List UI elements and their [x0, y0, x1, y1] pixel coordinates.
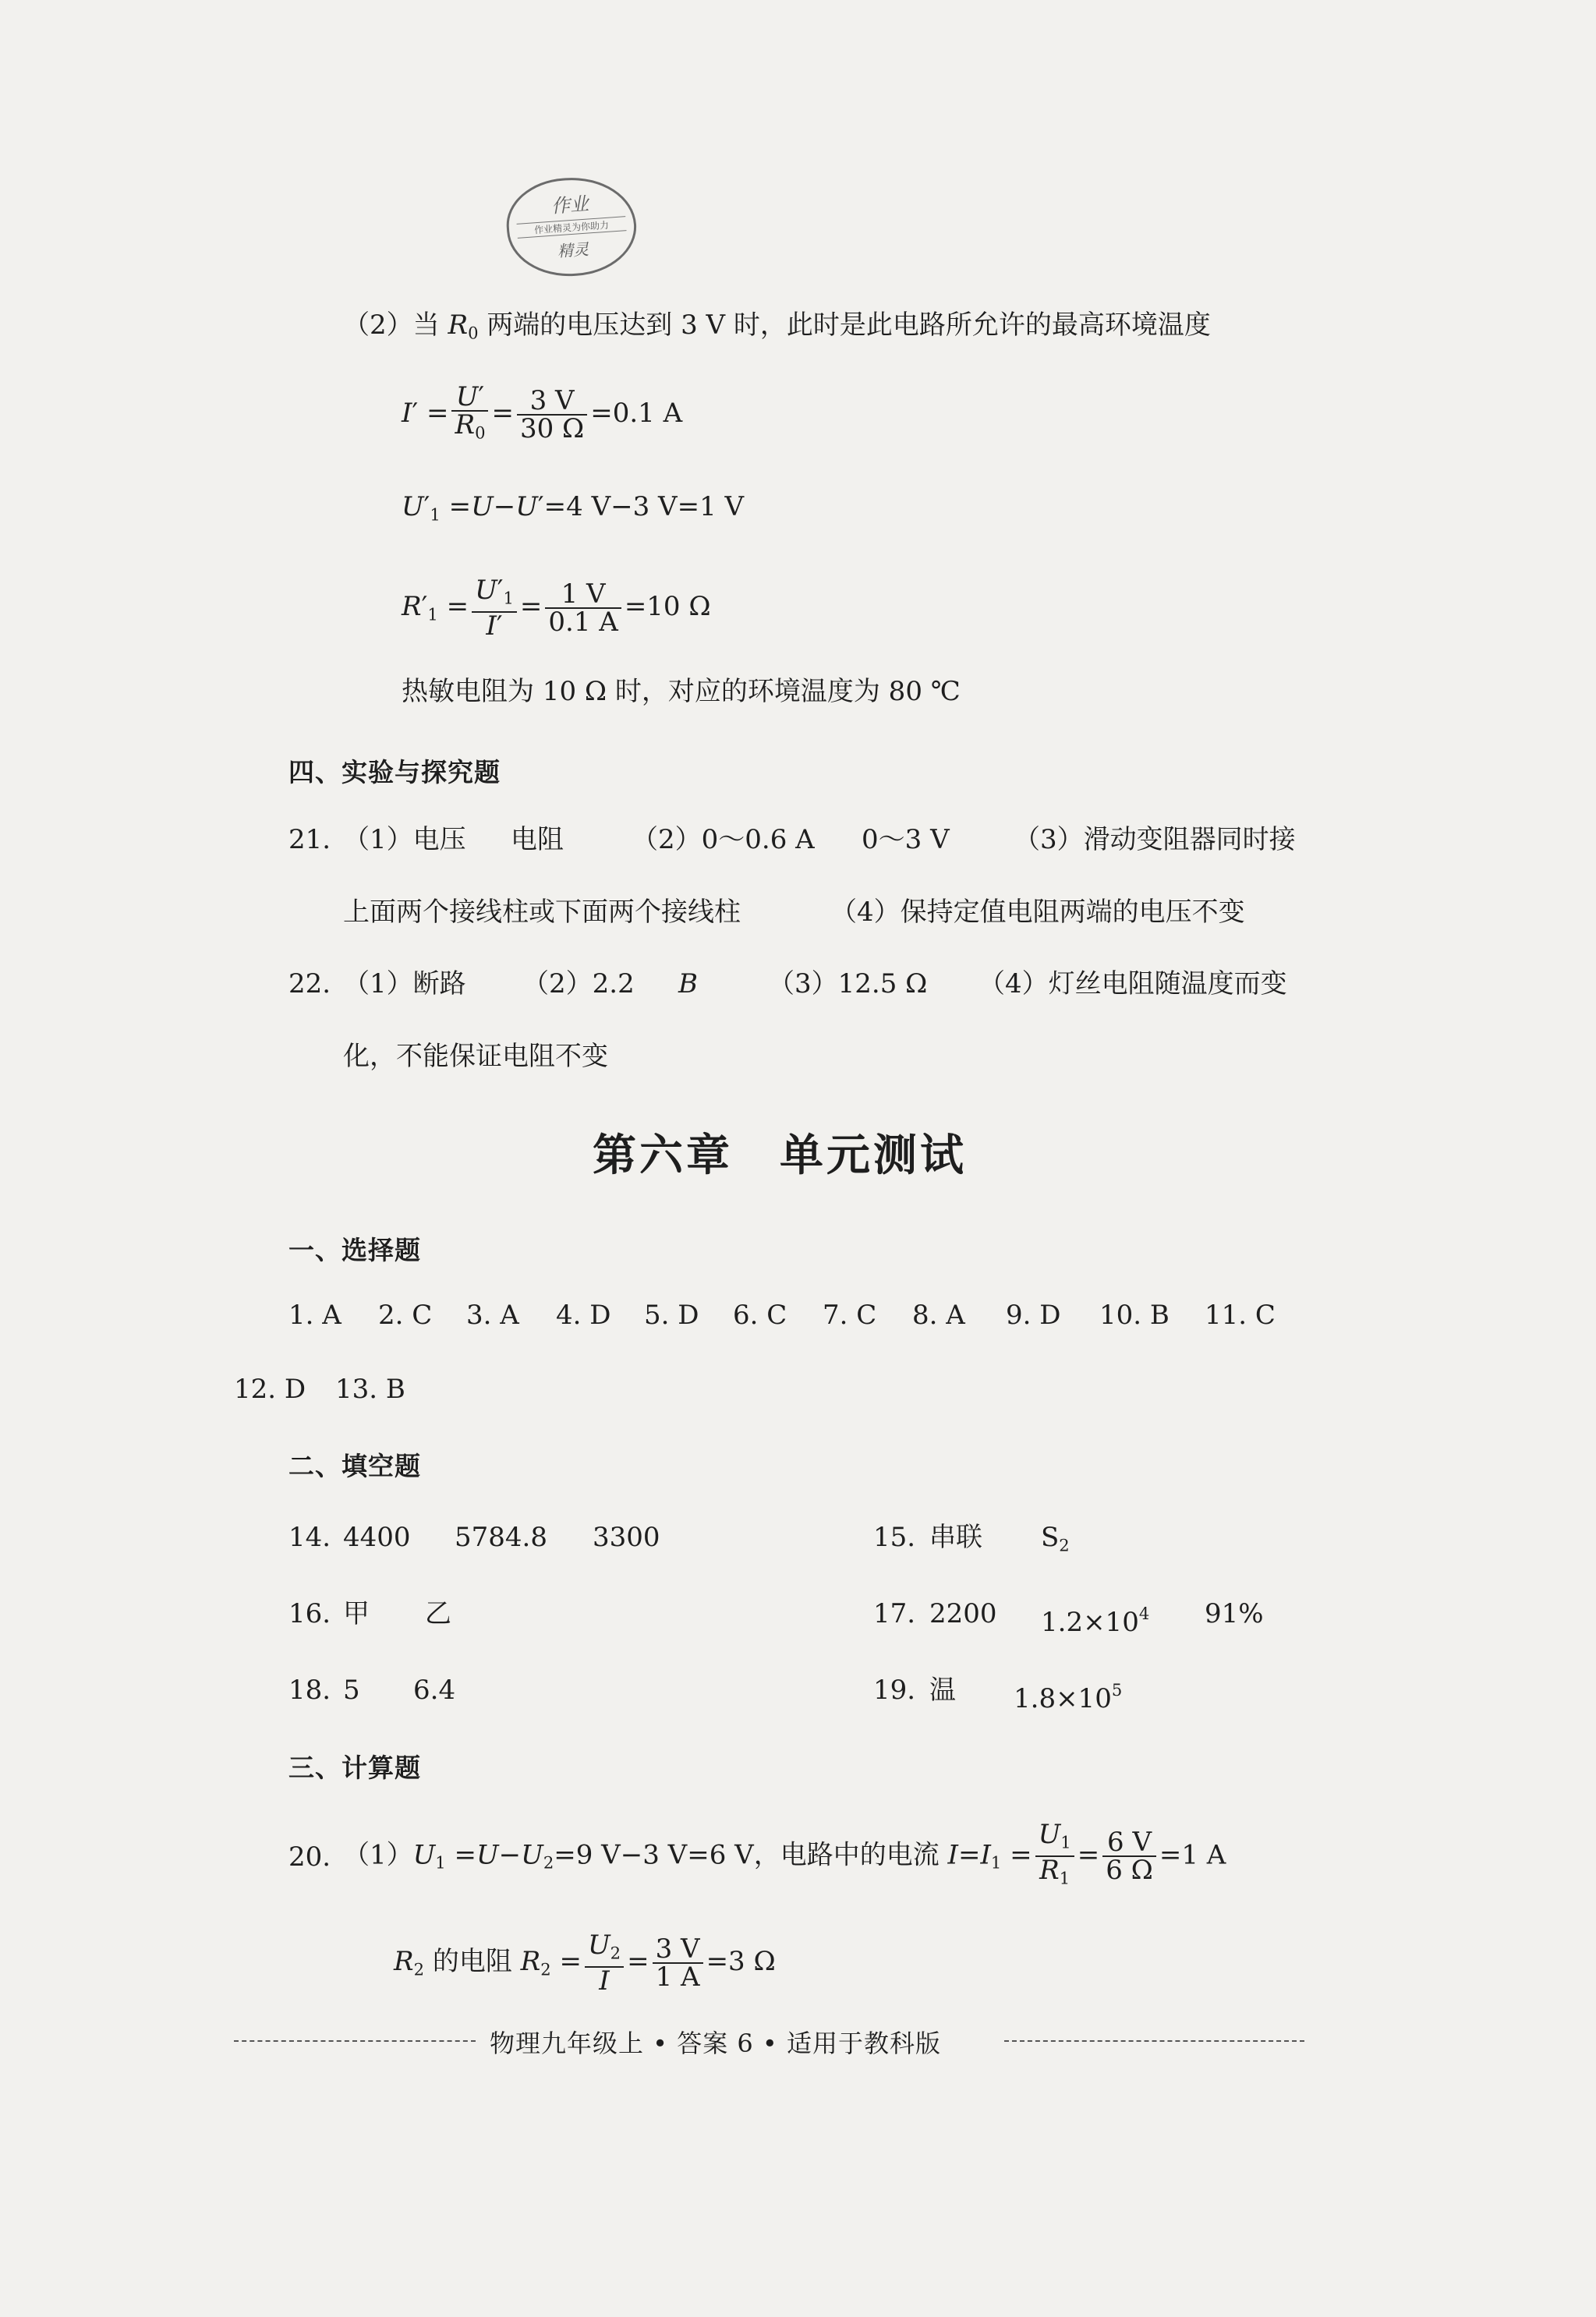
- q21-part1: （1）电压: [343, 824, 466, 855]
- q22-number: 22.: [288, 968, 331, 999]
- q21-line2a: 上面两个接线柱或下面两个接线柱: [343, 897, 741, 928]
- mc-answer-12: 12. D: [234, 1374, 306, 1405]
- q16-b: 乙: [425, 1598, 451, 1629]
- footer-rule-left: [234, 2040, 476, 2042]
- footer-rule-right: [1004, 2040, 1304, 2042]
- q14-b: 5784.8: [455, 1522, 547, 1553]
- mc-answer-10: 10. B: [1099, 1300, 1170, 1331]
- q15-a: 串联: [929, 1522, 982, 1553]
- mc-answer-7: 7. C: [823, 1300, 877, 1331]
- q22-part2b: B: [678, 968, 698, 999]
- q18-b: 6.4: [413, 1675, 456, 1706]
- mc-answer-13: 13. B: [335, 1374, 405, 1405]
- mc-answer-9: 9. D: [1006, 1300, 1061, 1331]
- q14-number: 14.: [288, 1522, 331, 1553]
- equation-current: I′ = $\frac{U'}{R_0}$ = $\frac{3 V}{30 \Omega}$ =0.1 A: [402, 381, 683, 445]
- q21-part2: （2）0～0.6 A: [632, 824, 815, 855]
- q22-part4: （4）灯丝电阻随温度而变: [978, 968, 1287, 999]
- q21-part1b: 电阻: [511, 824, 564, 855]
- equation-resistance: $R'_1$ = $\frac{U'_1}{I'}$ = $\frac{1 V}{0.1 A}$ =10 Ω: [402, 575, 711, 642]
- q15-number: 15.: [873, 1522, 916, 1553]
- mc-answer-1: 1. A: [288, 1300, 341, 1331]
- stamp-middle: 作业精灵为你助力: [517, 216, 627, 239]
- q22-line2: 化，不能保证电阻不变: [343, 1041, 608, 1072]
- equation-voltage: $U'_1 =U-U'=4$ V−3 V=1 V: [402, 491, 745, 525]
- section-4-heading: 四、实验与探究题: [288, 757, 501, 787]
- q22-part3: （3）12.5 Ω: [768, 968, 928, 999]
- stamp-top: 作业: [550, 193, 589, 218]
- q14-a: 4400: [343, 1522, 411, 1553]
- mc-answer-2: 2. C: [378, 1300, 433, 1331]
- mc-answer-3: 3. A: [466, 1300, 519, 1331]
- q19-a: 温: [929, 1675, 956, 1706]
- q16-number: 16.: [288, 1598, 331, 1629]
- q17-number: 17.: [873, 1598, 916, 1629]
- part-a-conclusion: 热敏电阻为 10 Ω 时，对应的环境温度为 80 ℃: [402, 676, 961, 707]
- chapter-title: 第六章 单元测试: [593, 1130, 967, 1181]
- q20-line2: $R_2$ 的电阻 $R_2$ = $\frac{U_2}{I}$ = $\frac{3 V}{1 A}$ =3 Ω: [394, 1930, 776, 1997]
- q21-part3: （3）滑动变阻器同时接: [1014, 824, 1296, 855]
- footer-text: 物理九年级上 • 答案 6 • 适用于教科版: [490, 2029, 941, 2058]
- q21-line2b: （4）保持定值电阻两端的电压不变: [830, 897, 1245, 928]
- q21-number: 21.: [288, 824, 331, 855]
- q19-number: 19.: [873, 1675, 916, 1706]
- section-3-heading: 三、计算题: [288, 1753, 421, 1783]
- q21-part2b: 0～3 V: [862, 824, 950, 855]
- q18-a: 5: [343, 1675, 360, 1706]
- q20-line1: $(1)U_1 =U-U_2=9$ V−3 V=6 V，电路中的电流 $I=I_1$ = $\frac{U_1}{R_1}$ = $\frac{6 V}{6 \Omega}$ =1 A: [343, 1819, 1226, 1888]
- q15-b: $S_2$: [1041, 1522, 1070, 1555]
- section-1-heading: 一、选择题: [288, 1235, 421, 1265]
- q18-number: 18.: [288, 1675, 331, 1706]
- q20-number: 20.: [288, 1841, 331, 1873]
- q22-part2: （2）2.2: [522, 968, 635, 999]
- q17-a: 2200: [929, 1598, 997, 1629]
- q17-c: 91%: [1205, 1598, 1264, 1629]
- q19-b: $1.8\times 10^5$: [1014, 1680, 1123, 1714]
- section-2-heading: 二、填空题: [288, 1451, 421, 1481]
- stamp-bottom: 精灵: [557, 239, 589, 261]
- mc-answer-6: 6. C: [733, 1300, 787, 1331]
- mc-answer-8: 8. A: [912, 1300, 965, 1331]
- q16-a: 甲: [343, 1598, 370, 1629]
- q14-c: 3300: [593, 1522, 660, 1553]
- q22-part1: （1）断路: [343, 968, 466, 999]
- q17-b: $1.2\times 10^4$: [1041, 1604, 1150, 1638]
- part-a-intro: （2）当 $R_0$ 两端的电压达到 3 V 时，此时是此电路所允许的最高环境温度: [343, 310, 1211, 343]
- homework-stamp: [504, 173, 639, 280]
- mc-answer-4: 4. D: [556, 1300, 611, 1331]
- mc-answer-5: 5. D: [644, 1300, 699, 1331]
- mc-answer-11: 11. C: [1205, 1300, 1276, 1331]
